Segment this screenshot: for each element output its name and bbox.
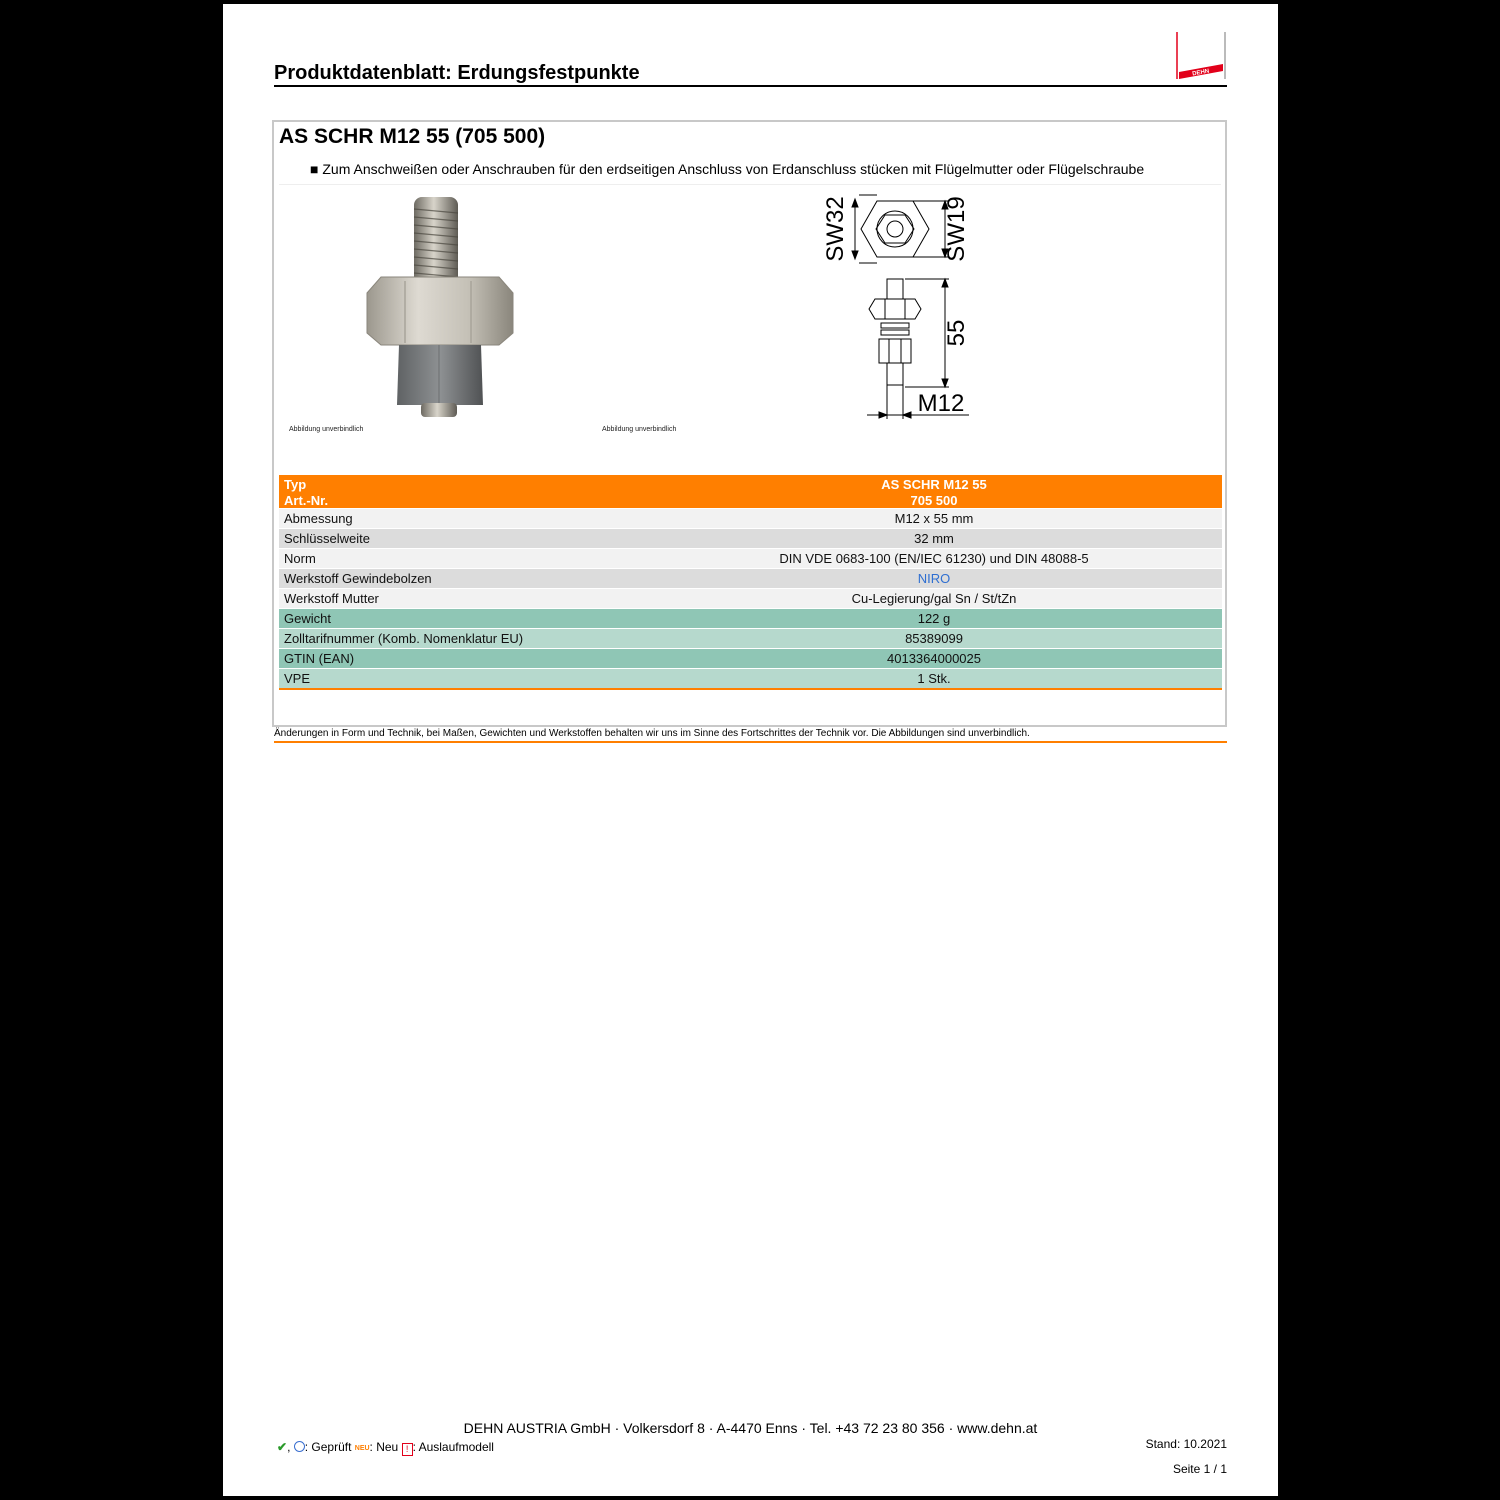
row-label: Gewicht — [284, 611, 331, 626]
drawing-label-sw19: SW19 — [943, 196, 970, 262]
row-value: 85389099 — [905, 631, 963, 646]
spec-table — [279, 475, 1222, 689]
image-area — [279, 184, 1221, 439]
table-row — [279, 629, 1222, 649]
drawing-caption: Abbildung unverbindlich — [602, 426, 677, 433]
new-badge-icon: NEU — [354, 1445, 370, 1452]
header-label-typ: Typ — [284, 477, 307, 492]
table-bottom-rule — [279, 688, 1222, 690]
datasheet-page — [223, 4, 1278, 1496]
row-label: Werkstoff Mutter — [284, 591, 379, 606]
table-row — [279, 569, 1222, 589]
disclaimer-rule — [274, 741, 1227, 743]
table-row — [279, 669, 1222, 689]
row-value-link[interactable]: NIRO — [917, 571, 951, 586]
header-value-typ: AS SCHR M12 55 — [881, 477, 987, 492]
checked-circle-icon — [294, 1441, 305, 1452]
product-title: AS SCHR M12 55 (705 500) — [279, 125, 546, 148]
page-title: Produktdatenblatt: Erdungsfestpunkte — [274, 62, 640, 84]
table-row — [279, 609, 1222, 629]
photo-caption: Abbildung unverbindlich — [289, 426, 364, 433]
product-photo — [359, 193, 519, 419]
page-number: Seite 1 / 1 — [1172, 1462, 1227, 1476]
row-value: 4013364000025 — [887, 651, 981, 666]
table-header-row — [279, 475, 1222, 509]
row-value: 122 g — [917, 611, 951, 626]
row-label: VPE — [284, 671, 311, 686]
table-row — [279, 589, 1222, 609]
product-description — [310, 161, 1144, 177]
disclaimer: Änderungen in Form und Technik, bei Maßen, Gewichten und Werkstoffen behalten wir uns im Sinne des Fortschrittes der Technik vor. Die Abbildungen sind unverbindlich. — [274, 728, 1030, 739]
table-row — [279, 529, 1222, 549]
legend-auslauf: : Auslaufmodell — [412, 1440, 494, 1454]
row-label: Schlüsselweite — [284, 531, 370, 546]
row-value: 1 Stk. — [917, 671, 951, 686]
footer-address: DEHN AUSTRIA GmbH · Volkersdorf 8 · A-4470 Enns · Tel. +43 72 23 80 356 · www.dehn.at — [463, 1420, 1038, 1436]
legend-neu: : Neu — [369, 1440, 399, 1454]
footer-date: Stand: 10.2021 — [1145, 1437, 1227, 1451]
row-label: Werkstoff Gewindebolzen — [284, 571, 432, 586]
legend-geprueft: : Geprüft — [304, 1440, 352, 1454]
table-row — [279, 549, 1222, 569]
drawing-label-length: 55 — [943, 319, 970, 347]
checkmark-icon: ✔ — [277, 1440, 288, 1454]
header-label-artnr: Art.-Nr. — [284, 493, 329, 508]
dehn-logo — [1176, 30, 1226, 80]
logo-text: DEHN — [1191, 68, 1210, 78]
header-divider — [274, 85, 1227, 87]
row-label: Zolltarifnummer (Komb. Nomenklatur EU) — [284, 631, 524, 646]
drawing-label-thread: M12 — [917, 390, 965, 417]
technical-drawing — [819, 189, 999, 423]
row-label: Norm — [284, 551, 316, 566]
row-label: GTIN (EAN) — [284, 651, 355, 666]
drawing-label-sw32: SW32 — [822, 196, 849, 262]
row-value: M12 x 55 mm — [894, 511, 974, 526]
row-label: Abmessung — [284, 511, 353, 526]
table-row — [279, 509, 1222, 529]
row-value: DIN VDE 0683-100 (EN/IEC 61230) und DIN 48088-5 — [779, 551, 1089, 566]
footer-legend: ✔, : Geprüft NEU: Neu ! : Auslaufmodell — [277, 1440, 494, 1454]
row-value: Cu-Legierung/gal Sn / St/tZn — [851, 591, 1017, 606]
row-value: 32 mm — [914, 531, 954, 546]
table-row — [279, 649, 1222, 669]
discontinued-icon: ! — [402, 1443, 413, 1456]
header-value-artnr: 705 500 — [910, 493, 958, 508]
bullet-marker: ■ — [310, 161, 323, 177]
bullet-text: Zum Anschweißen oder Anschrauben für den erdseitigen Anschluss von Erdanschluss stücken mit Flügelmutter oder Flügelschraube — [322, 161, 1145, 177]
